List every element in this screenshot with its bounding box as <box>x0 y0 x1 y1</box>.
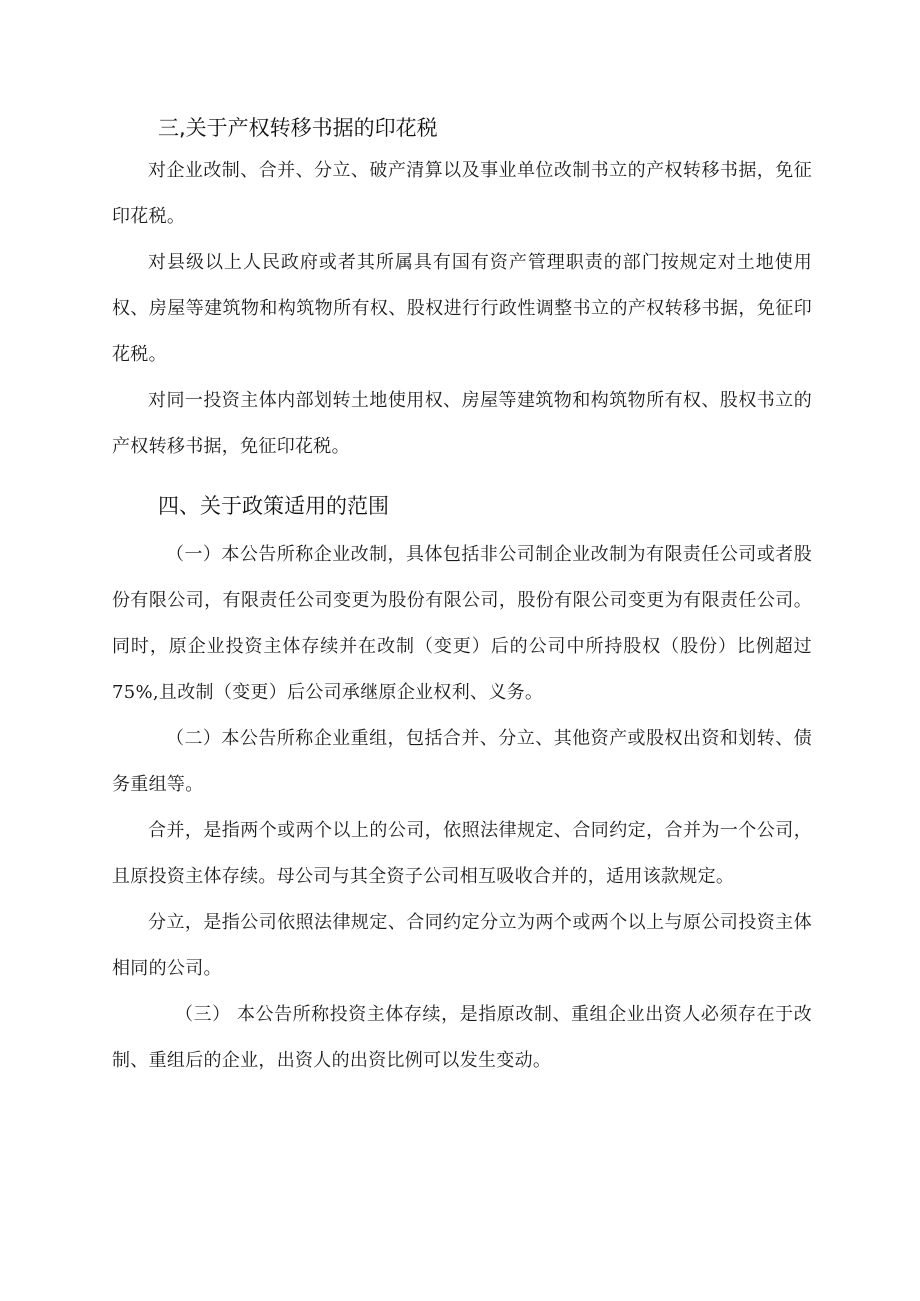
document-page <box>112 112 812 1084</box>
section4-heading: 四、关于政策适用的范围 <box>158 494 389 518</box>
section3-paragraph-3: 对同一投资主体内部划转土地使用权、房屋等建筑物和构筑物所有权、股权书立的产权转移书据，免征印花税。 <box>112 390 812 457</box>
section3-paragraph-1: 对企业改制、合并、分立、破产清算以及事业单位改制书立的产权转移书据，免征印花税。 <box>112 160 812 227</box>
section4-paragraph-1: （一）本公告所称企业改制，具体包括非公司制企业改制为有限责任公司或者股份有限公司，有限责任公司变更为股份有限公司，股份有限公司变更为有限责任公司。同时，原企业投资主体存续并在改制（变更）后的公司中所持股权（股份）比例超过75%,且改制（变更）后公司承继原企业权利、义务。 <box>112 544 812 703</box>
section4-paragraph-5: （三） 本公告所称投资主体存续，是指原改制、重组企业出资人必须存在于改制、重组后的企业，出资人的出资比例可以发生变动。 <box>112 1004 812 1071</box>
section4-paragraph-4: 分立，是指公司依照法律规定、合同约定分立为两个或两个以上与原公司投资主体相同的公司。 <box>112 912 812 979</box>
section4-paragraph-2: （二）本公告所称企业重组，包括合并、分立、其他资产或股权出资和划转、债务重组等。 <box>112 728 812 795</box>
section3-heading: 三,关于产权转移书据的印花税 <box>158 116 438 140</box>
section4-paragraph-3: 合并，是指两个或两个以上的公司，依照法律规定、合同约定，合并为一个公司，且原投资主体存续。母公司与其全资子公司相互吸收合并的，适用该款规定。 <box>112 820 812 887</box>
section3-paragraph-2: 对县级以上人民政府或者其所属具有国有资产管理职责的部门按规定对土地使用权、房屋等建筑物和构筑物所有权、股权进行行政性调整书立的产权转移书据，免征印花税。 <box>112 252 812 365</box>
